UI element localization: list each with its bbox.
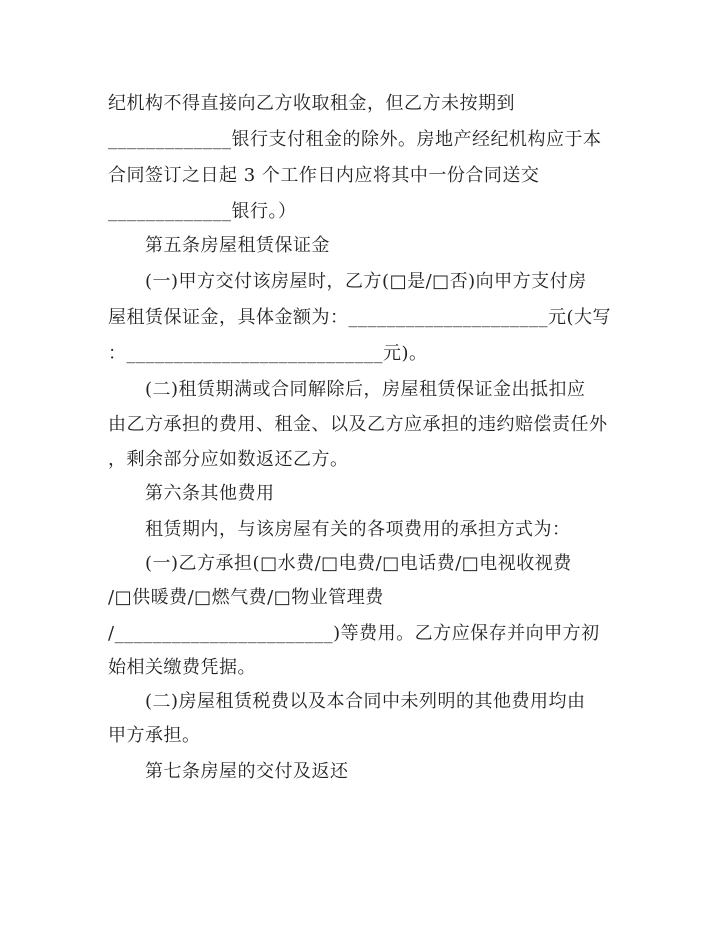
section-heading: 第七条房屋的交付及返还 bbox=[145, 761, 349, 782]
text-line: 由乙方承担的费用、租金、以及乙方应承担的违约赔偿责任外 bbox=[108, 414, 608, 435]
text-line: 租赁期内，与该房屋有关的各项费用的承担方式为： bbox=[145, 519, 571, 540]
text-line: 屋租赁保证金，具体金额为：_____________________元(大写 bbox=[108, 307, 612, 328]
section-heading: 第五条房屋租赁保证金 bbox=[145, 235, 330, 256]
text-line: /_______________________)等费用。乙方应保存并向甲方初 bbox=[108, 623, 600, 644]
section-heading: 第六条其他费用 bbox=[145, 483, 275, 504]
text-line: ：___________________________元)。 bbox=[108, 343, 428, 364]
text-line: 纪机构不得直接向乙方收取租金，但乙方未按期到 bbox=[108, 93, 515, 114]
text-line: _____________银行支付租金的除外。房地产经纪机构应于本 bbox=[108, 129, 602, 150]
text-line: (一)甲方交付该房屋时，乙方(□是/□否)向甲方支付房 bbox=[145, 271, 587, 292]
text-line: 始相关缴费凭据。 bbox=[108, 657, 256, 678]
text-line: 合同签订之日起 3 个工作日内应将其中一份合同送交 bbox=[108, 165, 540, 186]
text-line: (一)乙方承担(□水费/□电费/□电话费/□电视收视费 bbox=[145, 553, 572, 574]
text-line: /□供暖费/□燃气费/□物业管理费 bbox=[108, 587, 384, 608]
text-line: _____________银行。） bbox=[108, 201, 297, 222]
text-line: 甲方承担。 bbox=[108, 725, 201, 746]
text-line: (二)房屋租赁税费以及本合同中未列明的其他费用均由 bbox=[145, 691, 586, 712]
text-line: ，剩余部分应如数返还乙方。 bbox=[108, 449, 349, 470]
text-line: (二)租赁期满或合同解除后，房屋租赁保证金出抵扣应 bbox=[145, 379, 586, 400]
